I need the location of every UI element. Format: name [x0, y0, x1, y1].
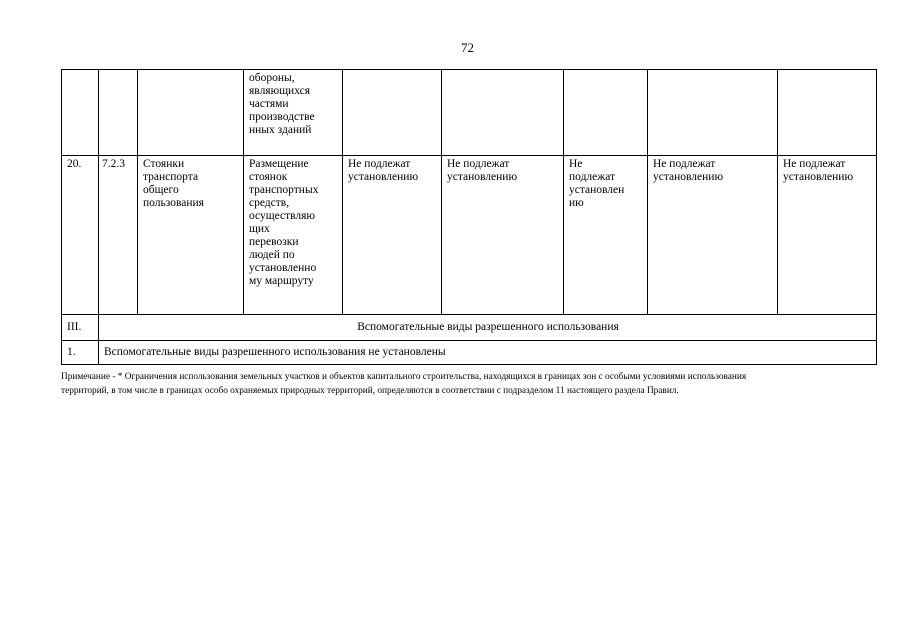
- footnote-line: территорий, в том числе в границах особо охраняемых природных территорий, определяются в соответствии с подразделом 11 настоящего раздела Правил.: [61, 386, 679, 396]
- page-number: 72: [461, 40, 474, 55]
- cell-line: осуществляю: [249, 210, 316, 222]
- cell-param: [564, 156, 648, 315]
- footnote-line: Примечание - * Ограничения использования земельных участков и объектов капитального строительства, находящихся в границах зон с особыми условиями использования: [61, 372, 747, 382]
- cell-num: III.: [62, 315, 99, 341]
- regulations-table: [61, 69, 877, 365]
- cell-line: пользования: [143, 197, 204, 209]
- cell-param: [442, 70, 564, 156]
- cell-line: перевозки: [249, 236, 299, 248]
- cell-line: установленно: [249, 262, 317, 274]
- cell-name: [138, 70, 244, 156]
- cell-line: му маршруту: [249, 275, 314, 287]
- cell-line: установлен: [569, 184, 625, 196]
- cell-num: 20.: [62, 156, 99, 315]
- cell-param: [778, 156, 877, 315]
- cell-line: частями: [249, 98, 289, 110]
- cell-line: Не подлежат: [783, 158, 846, 170]
- cell-line: установлению: [783, 171, 854, 183]
- cell-num: [62, 70, 99, 156]
- cell-line: общего: [143, 184, 179, 196]
- cell-line: щих: [249, 223, 270, 235]
- cell-code: [99, 70, 138, 156]
- cell-line: нных зданий: [249, 124, 312, 136]
- cell-line: Не подлежат: [653, 158, 716, 170]
- cell-line: Стоянки: [143, 158, 185, 170]
- cell-line: транспортных: [249, 184, 319, 196]
- cell-line: людей по: [249, 249, 295, 261]
- cell-line: установлению: [447, 171, 518, 183]
- cell-name: [138, 156, 244, 315]
- cell-line: Не: [569, 158, 583, 170]
- cell-line: транспорта: [143, 171, 199, 183]
- table-row-20: [62, 156, 877, 315]
- cell-line: стоянок: [249, 171, 288, 183]
- cell-line: установлению: [653, 171, 724, 183]
- cell-line: установлению: [348, 171, 419, 183]
- cell-param: [564, 70, 648, 156]
- footnote: [61, 370, 861, 398]
- section-title: Вспомогательные виды разрешенного использования: [99, 315, 877, 341]
- table-row-continuation: [62, 70, 877, 156]
- cell-line: ию: [569, 197, 584, 209]
- cell-param: [648, 156, 778, 315]
- cell-description: [244, 156, 343, 315]
- cell-line: являющихся: [249, 85, 311, 97]
- cell-param: [778, 70, 877, 156]
- cell-line: Не подлежат: [447, 158, 510, 170]
- cell-line: Не подлежат: [348, 158, 411, 170]
- cell-line: производстве: [249, 111, 315, 123]
- table-row-section-iii: [62, 315, 877, 341]
- cell-description: [244, 70, 343, 156]
- cell-param: [648, 70, 778, 156]
- table-row-1: [62, 341, 877, 365]
- cell-line: подлежат: [569, 171, 616, 183]
- cell-code: 7.2.3: [99, 156, 138, 315]
- cell-text: Вспомогательные виды разрешенного использования не установлены: [99, 341, 877, 365]
- cell-param: [442, 156, 564, 315]
- cell-param: [343, 70, 442, 156]
- cell-line: Размещение: [249, 158, 309, 170]
- cell-num: 1.: [62, 341, 99, 365]
- cell-line: обороны,: [249, 72, 295, 84]
- cell-line: средств,: [249, 197, 290, 209]
- cell-param: [343, 156, 442, 315]
